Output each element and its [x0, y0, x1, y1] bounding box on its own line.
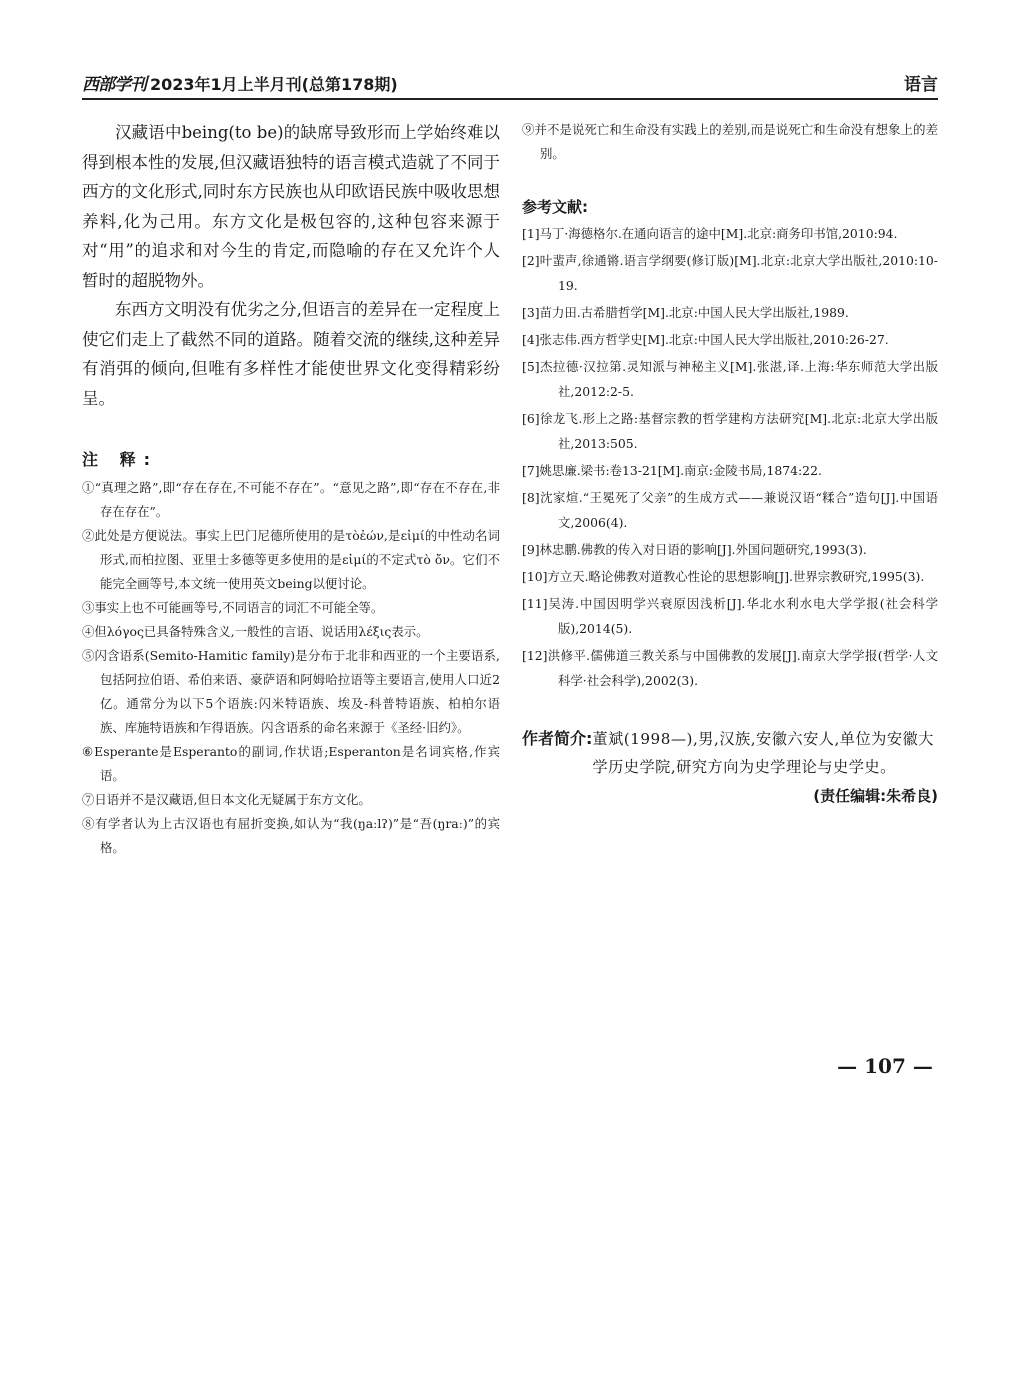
author-bio-label: 作者简介: [522, 729, 593, 748]
body-paragraph-1: 汉藏语中being(to be)的缺席导致形而上学始终难以得到根本性的发展,但汉藏语独特的语言模式造就了不同于西方的文化形式,同时东方民族也从印欧语民族中吸收思想养料,化为己用。东方文化是极包容的,这种包容来源于对“用”的追求和对今生的肯定,而隐喻的存在又允许个人暂时的超脱物外。 [82, 123, 500, 290]
note-9: ⑨并不是说死亡和生命没有实践上的差别,而是说死亡和生命没有想象上的差别。 [522, 122, 938, 161]
responsible-editor: (责任编辑:朱希良) [813, 787, 938, 805]
note-1: ①“真理之路”,即“存在存在,不可能不存在”。“意见之路”,即“存在不存在,非存在存在”。 [82, 480, 500, 519]
note-5: ⑤闪含语系(Semito-Hamitic family)是分布于北非和西亚的一个主要语系,包括阿拉伯语、希伯来语、豪萨语和阿姆哈拉语等主要语言,使用人口近2亿。通常分为以下5个语族:闪米特语族、埃及-科普特语族、柏柏尔语族、库施特语族和乍得语族。闪含语系的命名来源于《圣经·旧约》。 [82, 648, 500, 735]
reference-6: [6]徐龙飞.形上之路:基督宗教的哲学建构方法研究[M].北京:北京大学出版社,2013:505. [522, 411, 938, 451]
reference-9: [9]林忠鹏.佛教的传入对日语的影响[J].外国问题研究,1993(3). [522, 542, 867, 557]
note-8: ⑧有学者认为上古汉语也有屈折变换,如认为“我(ŋaːlʔ)”是“吾(ŋraː)”的宾格。 [82, 816, 500, 855]
reference-5: [5]杰拉德·汉拉第.灵知派与神秘主义[M].张湛,译.上海:华东师范大学出版社,2012:2-5. [522, 359, 938, 399]
author-bio [522, 725, 938, 781]
reference-7: [7]姚思廉.梁书:卷13-21[M].南京:金陵书局,1874:22. [522, 463, 822, 478]
author-bio-text: 董斌(1998—),男,汉族,安徽六安人,单位为安徽大学历史学院,研究方向为史学理论与史学史。 [592, 730, 934, 776]
page-header [82, 70, 938, 100]
references-title: 参考文献: [522, 198, 588, 216]
reference-4: [4]张志伟.西方哲学史[M].北京:中国人民大学出版社,2010:26-27. [522, 332, 889, 347]
body-paragraph-2: 东西方文明没有优劣之分,但语言的差异在一定程度上使它们走上了截然不同的道路。随着交流的继续,这种差异有消弭的倾向,但唯有多样性才能使世界文化变得精彩纷呈。 [82, 300, 500, 408]
reference-3: [3]苗力田.古希腊哲学[M].北京:中国人民大学出版社,1989. [522, 305, 849, 320]
header-left [82, 70, 398, 98]
reference-2: [2]叶蜚声,徐通锵.语言学纲要(修订版)[M].北京:北京大学出版社,2010:10-19. [522, 253, 938, 293]
note-6: ⑥Esperante是Esperanto的副词,作状语;Esperanton是名词宾格,作宾语。 [82, 744, 500, 783]
issue-info: 2023年1月上半月刊(总第178期) [150, 75, 398, 94]
reference-1: [1]马丁·海德格尔.在通向语言的途中[M].北京:商务印书馆,2010:94. [522, 226, 898, 241]
page-number: — 107 — [837, 1054, 933, 1078]
journal-logo: 西部学刊 [82, 75, 146, 95]
note-4: ④但λόγος已具备特殊含义,一般性的言语、说话用λέξις表示。 [82, 624, 429, 639]
reference-8: [8]沈家煊.“王冕死了父亲”的生成方式——兼说汉语“糅合”造句[J].中国语文,2006(4). [522, 490, 938, 530]
reference-10: [10]方立天.略论佛教对道教心性论的思想影响[J].世界宗教研究,1995(3). [522, 569, 925, 584]
section-name: 语言 [904, 75, 938, 95]
reference-11: [11]吴涛.中国因明学兴衰原因浅析[J].华北水利水电大学学报(社会科学版),2014(5). [522, 596, 938, 636]
left-column [82, 118, 500, 860]
notes-title: 注 释: [82, 450, 158, 469]
note-2: ②此处是方便说法。事实上巴门尼德所使用的是τὸἐών,是εἰμί的中性动名词形式,而柏拉图、亚里士多德等更多使用的是εἰμί的不定式τὸ ὄν。它们不能完全画等号,本文统一使用英文being以便讨论。 [82, 528, 500, 591]
note-3: ③事实上也不可能画等号,不同语言的词汇不可能全等。 [82, 600, 384, 615]
right-column [522, 118, 938, 806]
note-7: ⑦日语并不是汉藏语,但日本文化无疑属于东方文化。 [82, 792, 371, 807]
reference-12: [12]洪修平.儒佛道三教关系与中国佛教的发展[J].南京大学学报(哲学·人文科学·社会科学),2002(3). [522, 648, 938, 688]
